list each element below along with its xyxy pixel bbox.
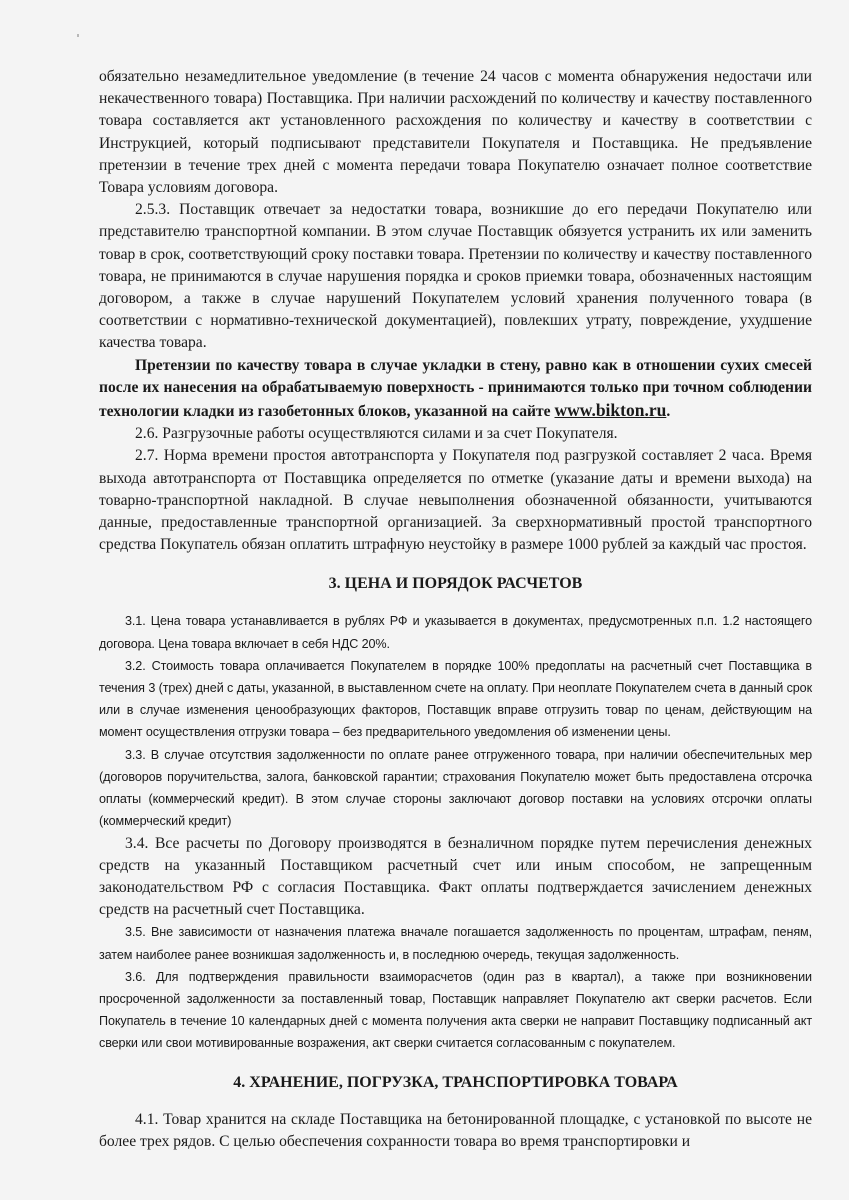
paragraph-3-4: 3.4. Все расчеты по Договору производятся в безналичном порядке путем перечисления денежных средств на указанный Поставщиком расчетный счет или иным способом, не запрещенным законодательством РФ с согласия Поставщика. Факт оплаты подтверждается зачислением денежных средств на расчетный счет Поставщика. [99, 834, 812, 919]
paragraph-quality-claims [99, 355, 812, 424]
paragraph-3-5: 3.5. Вне зависимости от назначения платежа вначале погашается задолженность по процентам, штрафам, пеням, затем наиболее ранее возникшая задолженность и, в последнюю очередь, текущая задолженность. [99, 925, 812, 962]
quality-claims-text: Претензии по качеству товара в случае укладки в стену, равно как в отношении сухих смесей после их нанесения на обрабатываемую поверхность - принимаются только при точном соблюдении технологии кладки из газобетонных блоков, указанной на сайте [99, 356, 812, 421]
paragraph-3-6: 3.6. Для подтверждения правильности взаиморасчетов (один раз в квартал), а также при возникновении просроченной задолженности за поставленный товар, Поставщик направляет Покупателю акт сверки расчетов. Если Покупатель в течение 10 календарных дней с момента получения акта сверки не направит Поставщику подписанный акт сверки или свои мотивированные возражения, акт сверки считается согласованным с покупателем. [99, 969, 812, 1051]
paragraph-3-2: 3.2. Стоимость товара оплачивается Покупателем в порядке 100% предоплаты на расчетный счет Поставщика в течения 3 (трех) дней с даты, указанной, в выставленном счете на оплату. При неоплате Покупателем счета в данный срок или в случае изменения ценообразующих факторов, Поставщик вправе отгрузить товар по ценам, действующим на момент осуществления отгрузки товара – без предварительного уведомления об изменении цены. [99, 658, 812, 740]
paragraph-2-7: 2.7. Норма времени простоя автотранспорта у Покупателя под разгрузкой составляет 2 часа. Время выхода автотранспорта от Поставщика определяется по отметке (указание даты и времени выхода) на товарно-транспортной накладной. В случае невыполнения обозначенной обязанности, учитываются данные, предоставленные транспортной организацией. За сверхнормативный простой транспортного средства Покупатель обязан оплатить штрафную неустойку в размере 1000 рублей за каждый час простоя. [99, 447, 812, 554]
website-link[interactable]: www.bikton.ru [554, 400, 667, 421]
paragraph-3-1: 3.1. Цена товара устанавливается в рублях РФ и указывается в документах, предусмотренных п.п. 1.2 настоящего договора. Цена товара включает в себя НДС 20%. [99, 614, 812, 651]
paragraph-intro: обязательно незамедлительное уведомление (в течение 24 часов с момента обнаружения недостачи или некачественного товара) Поставщика. При наличии расхождений по количеству и качеству поставленного товара составляется акт установленного расхождения по количеству и качеству в соответствии с Инструкцией, который подписывают представители Покупателя и Поставщика. Не предъявление претензии в течение трех дней с момента передачи товара Покупателю означает полное соответствие Товара условиям договора. [99, 68, 812, 197]
paragraph-4-1: 4.1. Товар хранится на складе Поставщика на бетонированной площадке, с установкой по высоте не более трех рядов. С целью обеспечения сохранности товара во время транспортировки и [99, 1110, 812, 1150]
section-3-title: 3. ЦЕНА И ПОРЯДОК РАСЧЕТОВ [328, 575, 583, 593]
document-page [99, 66, 812, 1153]
quality-claims-end: . [666, 403, 671, 421]
section-4-title: 4. ХРАНЕНИЕ, ПОГРУЗКА, ТРАНСПОРТИРОВКА ТОВАРА [233, 1073, 678, 1091]
paragraph-2-6: 2.6. Разгрузочные работы осуществляются силами и за счет Покупателя. [135, 425, 618, 443]
scan-speck [77, 34, 79, 37]
paragraph-3-3: 3.3. В случае отсутствия задолженности по оплате ранее отгруженного товара, при наличии обеспечительных мер (договоров поручительства, залога, банковской гарантии; страхования Покупателю может быть предоставлена отсрочка оплаты (коммерческий кредит). В этом случае стороны заключают договор поставки на условиях отсрочки оплаты (коммерческий кредит) [99, 747, 812, 829]
paragraph-2-5-3: 2.5.3. Поставщик отвечает за недостатки товара, возникшие до его передачи Покупателю или представителю транспортной компании. В этом случае Поставщик обязуется устранить их или заменить товар в срок, соответствующий сроку поставки товара. Претензии по количеству и качеству поставленного товара, не принимаются в случае нарушения порядка и сроков приемки товара, обозначенных настоящим договором, а также в случае нарушений Покупателем условий хранения полученного товара (в соответствии с нормативно-технической документацией), повлекших утрату, повреждение, ухудшение качества товара. [99, 201, 812, 352]
